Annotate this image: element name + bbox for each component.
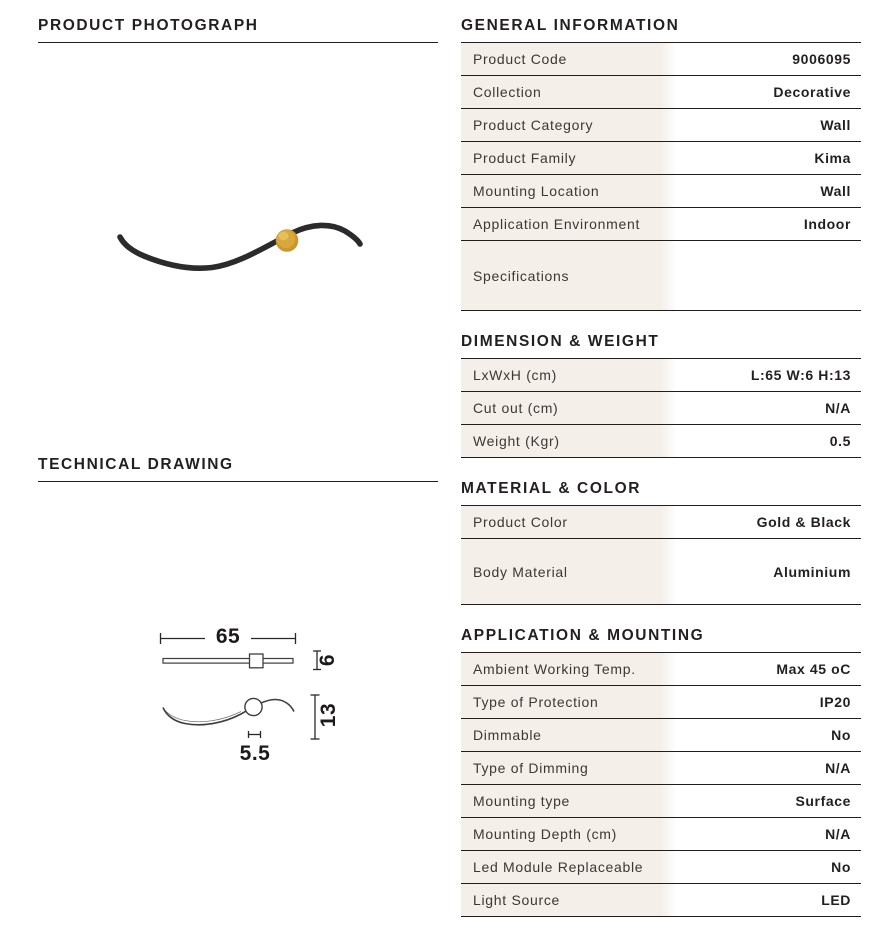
spec-value: N/A	[825, 826, 851, 842]
spec-value: Wall	[820, 117, 851, 133]
spec-label: Type of Dimming	[473, 760, 589, 776]
spec-value: Kima	[814, 150, 851, 166]
section-material-color	[461, 480, 861, 605]
spec-row	[461, 506, 861, 539]
spec-row	[461, 884, 861, 917]
spec-label: Product Code	[473, 51, 568, 67]
spec-row	[461, 719, 861, 752]
section-title: DIMENSION & WEIGHT	[461, 333, 861, 359]
spec-label: Cut out (cm)	[473, 400, 559, 416]
spec-value: Aluminium	[773, 563, 851, 580]
spec-label: Mounting Location	[473, 183, 600, 199]
spec-label: Product Category	[473, 117, 594, 133]
spec-label: Collection	[473, 84, 542, 100]
spec-value: Max 45 oC	[776, 661, 851, 677]
spec-value: 9006095	[792, 51, 851, 67]
spec-value: IP20	[819, 694, 851, 710]
wave-height-label: 13	[317, 702, 340, 728]
spec-value: L:65 W:6 H:13	[750, 367, 851, 383]
spec-label: Product Family	[473, 150, 577, 166]
spec-row	[461, 785, 861, 818]
spec-label: Light Source	[473, 892, 561, 908]
section-application-mounting	[461, 627, 861, 917]
spec-value: Decorative	[773, 84, 851, 100]
sphere-depth-tick	[249, 731, 261, 738]
spec-label: Ambient Working Temp.	[473, 661, 636, 677]
section-dimension-weight	[461, 333, 861, 458]
lamp-rod-shape	[120, 225, 360, 268]
spec-label: Mounting type	[473, 793, 571, 809]
product-photo	[38, 43, 438, 456]
spec-row	[461, 425, 861, 458]
spec-label: Application Environment	[473, 216, 641, 232]
spec-label: LxWxH (cm)	[473, 367, 557, 383]
spec-row	[461, 686, 861, 719]
lamp-gold-sphere-highlight	[279, 232, 289, 240]
spec-row	[461, 851, 861, 884]
length-dimension-label: 65	[206, 625, 250, 649]
drawing-section-title: TECHNICAL DRAWING	[38, 456, 438, 482]
section-title: MATERIAL & COLOR	[461, 480, 861, 506]
spec-label: Mounting Depth (cm)	[473, 826, 618, 842]
spec-label: Product Color	[473, 514, 568, 530]
spec-label: Dimmable	[473, 727, 542, 743]
section-title: APPLICATION & MOUNTING	[461, 627, 861, 653]
spec-value: 0.5	[829, 433, 851, 449]
spec-row	[461, 142, 861, 175]
spec-row	[461, 175, 861, 208]
spec-row	[461, 43, 861, 76]
section-general-information	[461, 17, 861, 311]
spec-row	[461, 752, 861, 785]
spec-row	[461, 653, 861, 686]
right-column	[461, 17, 861, 917]
spec-value: Gold & Black	[756, 514, 851, 530]
spec-value: Wall	[820, 183, 851, 199]
spec-value: N/A	[825, 760, 851, 776]
spec-row	[461, 392, 861, 425]
spec-row	[461, 359, 861, 392]
spec-label: Specifications	[473, 267, 570, 284]
spec-value: N/A	[825, 400, 851, 416]
wall-lamp-photo-graphic	[38, 43, 438, 456]
spec-value: LED	[821, 892, 851, 908]
spec-row	[461, 208, 861, 241]
side-view-wave	[163, 698, 294, 724]
bar-height-label: 6	[316, 653, 339, 667]
spec-row	[461, 76, 861, 109]
spec-label: Led Module Replaceable	[473, 859, 644, 875]
spec-row	[461, 109, 861, 142]
spec-label: Type of Protection	[473, 694, 599, 710]
spec-row	[461, 818, 861, 851]
spec-label: Body Material	[473, 563, 568, 580]
spec-value: Surface	[795, 793, 851, 809]
sphere-depth-label: 5.5	[229, 742, 281, 766]
spec-row	[461, 539, 861, 605]
spec-value: Indoor	[803, 216, 851, 232]
spec-value: No	[831, 727, 851, 743]
technical-drawing	[38, 482, 438, 782]
photo-section-title: PRODUCT PHOTOGRAPH	[38, 17, 438, 43]
section-title: GENERAL INFORMATION	[461, 17, 861, 43]
front-view-bar	[163, 654, 293, 668]
spec-value: No	[831, 859, 851, 875]
left-column	[38, 17, 438, 782]
spec-label: Weight (Kgr)	[473, 433, 560, 449]
spec-row	[461, 241, 861, 311]
